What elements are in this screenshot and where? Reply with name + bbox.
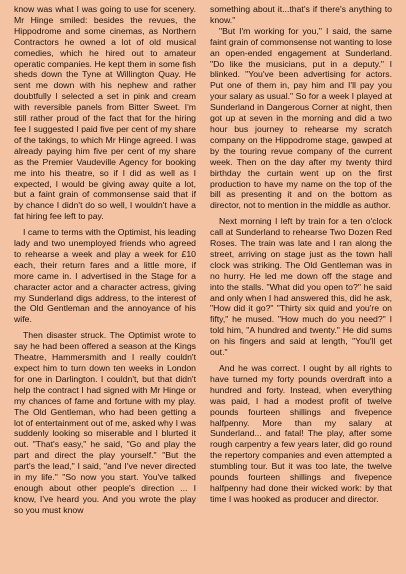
paragraph: Next morning I left by train for a ten o'clock call at Sunderland to rehearse Two Dozen Red Roses. The train was late and I ran along the street, arriving on stage just as the town hall clock was striking. The Old Gentleman was in no hurry. He led me down off the stage and into the stalls. "What did you open to?" he said and only when I had answered this, did he ask, "How did it go?" "Thirty six quid and you're on fifty," he mused. "How much do you need?" I told him, "A hundred and twenty." He did sums on his fingers and said at length, "You'll get out." (210, 216, 392, 358)
right-column (210, 4, 392, 516)
paragraph: "But I'm working for you," I said, the same faint grain of commonsense not wanting to lose an open-ended engagement at Sunderland. "Do like the musicians, put in a deputy." I blinked. "You've been advertising for actors. Put one of them in, pay him and I'll pay you your salary as usual." So for a week I played at Sunderland in Dangerous Corner at night, then got up at seven in the morning and did a two hour bus journey to rehearse my scratch company on the Hippodrome stage, gawped at by the touring revue company of the current week. Then on the day after my twenty third birthday the curtain went up on the first production to have my name on the top of the bill as presenting it and on the bottom as director, not to mention in the middle as author. (210, 25, 392, 211)
paragraph: Then disaster struck. The Optimist wrote to say he had been offered a season at the Kings Theatre, Hammersmith and I really couldn't expect him to turn down ten weeks in London for one in Darlington. I couldn't, but that didn't help the contract I had signed with Mr Hinge or my chances of fame and fortune with my play. The Old Gentleman, who had been getting a lot of entertainment out of me, asked why I was suddenly looking so miserable and I blurted it out. "That's easy," he said, "Go and play the part and direct the play yourself." "But the part's the lead," I said, "and I've never directed in my life." "So now you start. You've talked enough about other people's direction ... I know, I've heard you. And you wrote the play so you must know (14, 330, 196, 515)
left-column (14, 4, 196, 516)
paragraph: And he was correct. I ought by all rights to have turned my forty pounds overdraft into a hundred and forty. Instead, when everything was paid, I had a modest profit of twelve pounds fourteen shillings and fivepence halfpenny. More than my salary at Sunderland... and fatal! The play, after some rough carpentry a few years later, did go round the repertory companies and even attempted a stumbling tour. But it was too late, the twelve pounds fourteen shillings and fivepence halfpenny had done their wicked work: by that time I was hooked as producer and director. (210, 363, 392, 504)
paragraph: I came to terms with the Optimist, his leading lady and two unemployed friends who agreed to rehearse a week and play a week for £10 each, their return fares and a little more, if more came in. I advertised in the Stage for a character actor and a character actress, giving my Sunderland digs address, to the interest of the Old Gentleman and the annoyance of his wife. (14, 227, 196, 325)
text-columns (14, 4, 392, 516)
paragraph: something about it...that's if there's anything to know." (210, 4, 392, 25)
paragraph: know was what I was going to use for scenery. Mr Hinge smiled: besides the revues, the Hippodrome and some cinemas, as Northern Contractors he owned a lot of old musical comedies, which he hired out to amateur operatic companies. He kept them in some fish sheds down the Tyne at Willington Quay. He sent me down with his nephew and rather doubtfully I selected a set in pink and cream with reversible panels from Bitter Sweet. I'm still rather proud of the fact that for the hiring fee I suggested I paid five per cent of my share of the takings, to which Mr Hinge agreed. I was already paying him five per cent of my share as the Premier Vaudeville Agency for booking me into his theatre, so if I did as well as I expected, I would be giving away quite a lot, but a faint grain of commonsense said that if by chance I didn't do so well, I wouldn't have a fat hiring fee left to pay. (14, 4, 196, 222)
